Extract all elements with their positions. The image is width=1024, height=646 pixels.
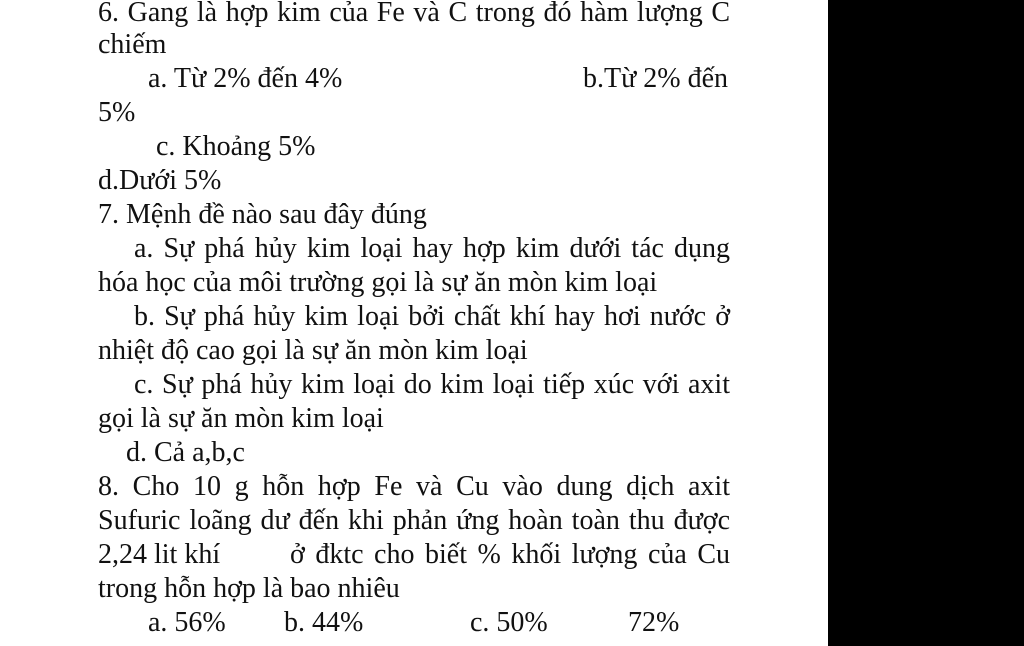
q8-stem-line-4: trong hỗn hợp là bao nhiêu [98,573,400,604]
q8-option-c: c. 50% [470,607,548,638]
q6-option-b: b.Từ 2% đến [583,63,729,94]
q8-option-a: a. 56% [148,607,226,638]
q8-stem-line-3a: 2,24 lit khí [98,539,221,570]
q7-option-d: d. Cả a,b,c [126,437,245,468]
document-page [72,0,828,646]
black-side-band [828,0,1024,646]
q6-option-b-continued: 5% [98,97,136,128]
q7-option-a-line-2: hóa học của môi trường gọi là sự ăn mòn kim loại [98,267,658,298]
q7-option-b-line-2: nhiệt độ cao gọi là sự ăn mòn kim loại [98,335,528,366]
q7-option-c-line-2: gọi là sự ăn mòn kim loại [98,403,384,434]
q6-option-c: c. Khoảng 5% [156,131,316,162]
q7-option-a-line-1: a. Sự phá hủy kim loại hay hợp kim dưới tác dụng [134,233,730,264]
q8-stem-line-1: 8. Cho 10 g hỗn hợp Fe và Cu vào dung dịch axit [98,471,730,502]
q8-stem-line-2: Sufuric loãng dư đến khi phản ứng hoàn toàn thu được [98,505,730,536]
q7-option-c-line-1: c. Sự phá hủy kim loại do kim loại tiếp xúc với axit [134,369,730,400]
q7-option-b-line-1: b. Sự phá hủy kim loại bởi chất khí hay hơi nước ở [134,301,730,332]
left-margin [0,0,72,646]
q8-option-d: 72% [628,607,680,638]
q8-stem-line-3b: ở đktc cho biết % khối lượng của Cu [290,539,730,570]
q6-option-d: d.Dưới 5% [98,165,222,196]
q6-stem-line-1: 6. Gang là hợp kim của Fe và C trong đó hàm lượng C [98,0,730,28]
q7-stem: 7. Mệnh đề nào sau đây đúng [98,199,427,230]
q6-option-a: a. Từ 2% đến 4% [148,63,343,94]
q8-option-b: b. 44% [284,607,364,638]
q6-stem-line-2: chiếm [98,29,167,60]
